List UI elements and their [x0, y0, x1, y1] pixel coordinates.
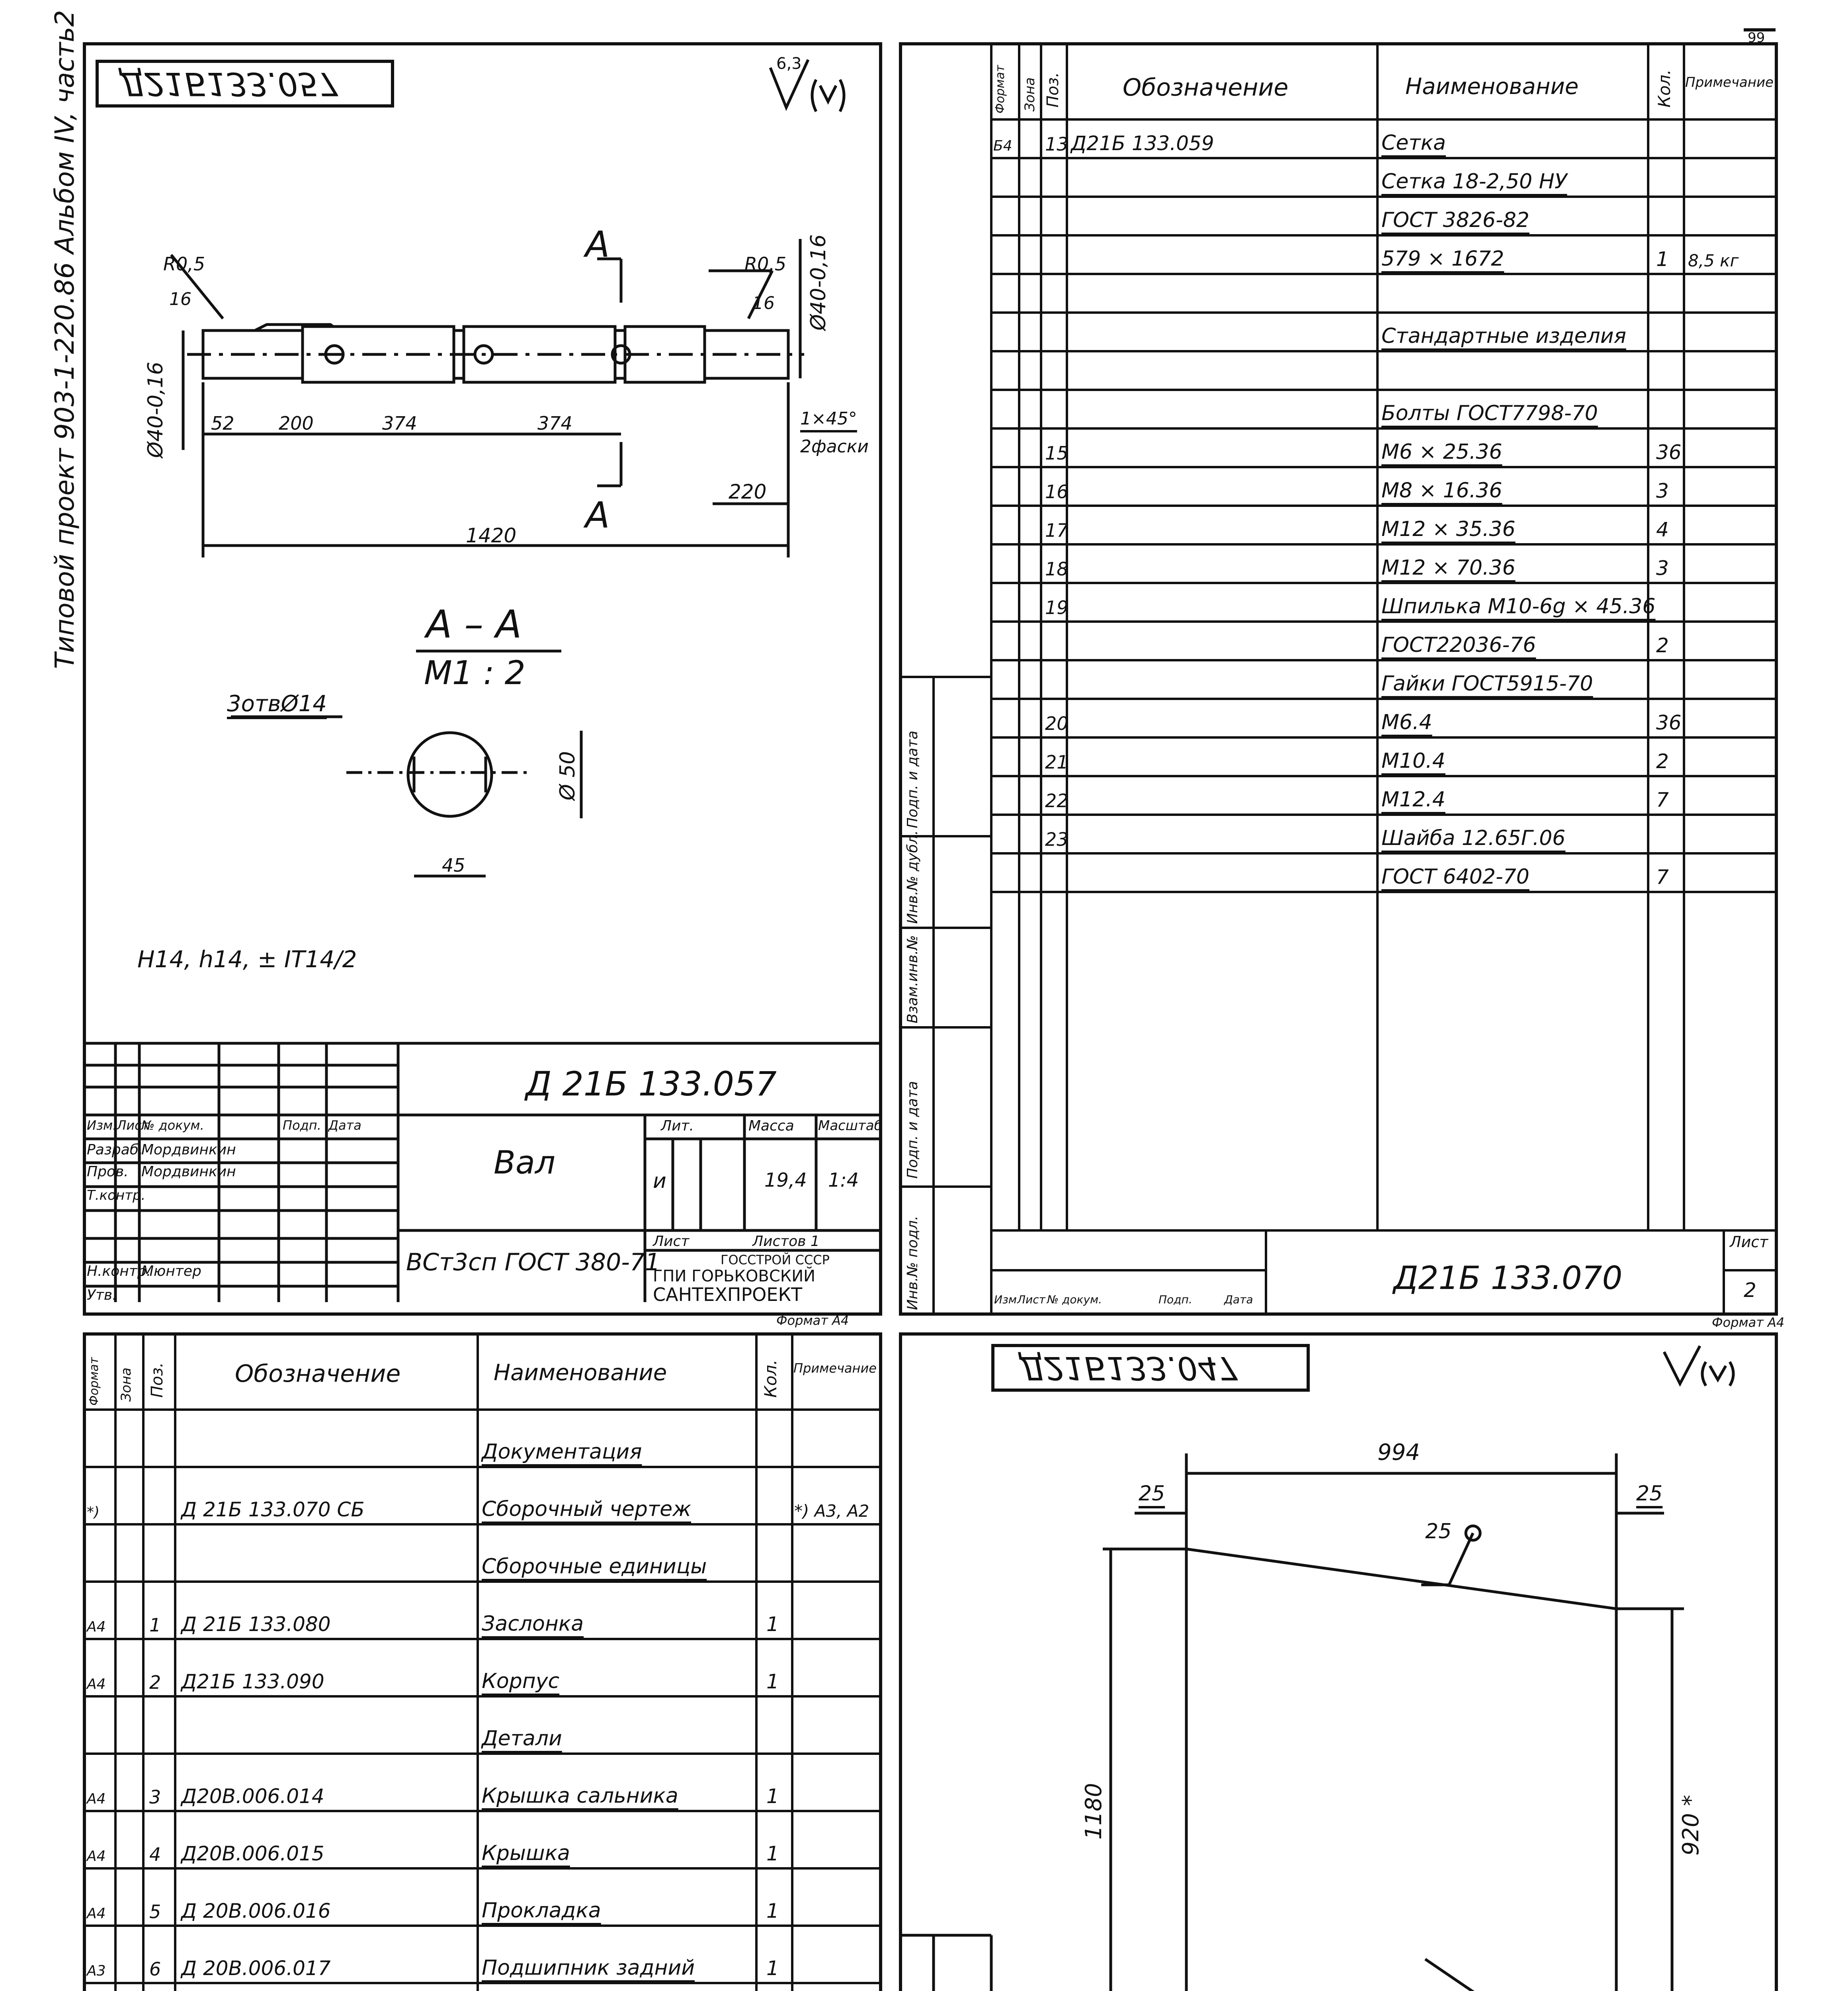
- spec-cell-des: Д 20В.006.016: [181, 1899, 331, 1923]
- org-line-3: САНТЕХПРОЕКТ: [653, 1284, 803, 1305]
- col-note: Примечание: [1685, 74, 1774, 90]
- spec-cell-name: Прокладка: [482, 1899, 601, 1923]
- stamp-mirror-text: Д21Б133.047: [1019, 1349, 1238, 1387]
- dim-1420: 1420: [466, 524, 517, 547]
- spec-cell-pos: 20: [1045, 713, 1069, 734]
- spec2-title-code: Д21Б 133.070: [1393, 1260, 1623, 1297]
- org-line-2: ГПИ ГОРЬКОВСКИЙ: [653, 1267, 816, 1285]
- sig-role: Т.контр.: [87, 1187, 146, 1203]
- dim-25-left: 25: [1139, 1482, 1165, 1506]
- spec-cell-name: М6.4: [1381, 710, 1432, 734]
- scale-value: 1:4: [828, 1169, 859, 1191]
- spec-cell-name: ГОСТ22036-76: [1381, 633, 1536, 657]
- title-code: Д 21Б 133.057: [525, 1064, 777, 1103]
- footer-cell: Изм: [994, 1293, 1017, 1306]
- spec-cell-pos: 4: [149, 1844, 161, 1865]
- spec-cell-pos: 5: [149, 1901, 161, 1923]
- spec-cell-pos: 6: [149, 1958, 161, 1980]
- side-label: Инв.№ подл.: [904, 1216, 921, 1310]
- spec-cell-name: Сборочные единицы: [482, 1555, 707, 1578]
- spec-cell-name: М10.4: [1381, 749, 1446, 773]
- sig-role: Разраб.: [87, 1142, 143, 1158]
- col-zone: Зона: [1022, 77, 1038, 111]
- spec-cell-name: Болты ГОСТ7798-70: [1381, 401, 1598, 425]
- col-pos: Поз.: [1044, 72, 1062, 108]
- spec-cell-pos: 15: [1045, 442, 1069, 464]
- section-a-top: А: [585, 224, 610, 266]
- spec-cell-name: Корпус: [482, 1669, 560, 1693]
- spec-cell-f: А4: [87, 1791, 106, 1807]
- spec2-sheet-no: 2: [1744, 1279, 1756, 1302]
- spec-cell-qty: 1: [766, 1842, 779, 1865]
- format-label: Формат А4: [776, 1313, 849, 1328]
- sig-row-head-sign: Подп.: [283, 1118, 321, 1133]
- section-a-bottom: А: [585, 495, 610, 536]
- spec-cell-name: М12 × 35.36: [1381, 517, 1516, 541]
- col-name: Наименование: [494, 1360, 667, 1386]
- dim-920: 920 *: [1678, 1795, 1704, 1856]
- spec-cell-name: М12.4: [1381, 788, 1446, 812]
- radius-left: R0,5: [163, 253, 205, 275]
- spec-cell-f: А4: [87, 1848, 106, 1864]
- spec-cell-qty: 2: [1656, 634, 1669, 657]
- section-title: А – А: [426, 602, 522, 647]
- spec2-format: Формат А4: [1712, 1315, 1785, 1330]
- dia-left: Ø40-0,16: [144, 362, 168, 458]
- sig-role: Н.контр.: [87, 1263, 151, 1279]
- spec-cell-des: Д20В.006.014: [181, 1785, 324, 1808]
- spec-cell-note: *) А3, А2: [794, 1501, 869, 1521]
- spec-cell-f: Б4: [993, 138, 1012, 154]
- spec-cell-qty: 1: [766, 1957, 779, 1980]
- spec-cell-name: Шпилька М10-6g × 45.36: [1381, 595, 1656, 618]
- footer-cell: Лист: [1017, 1293, 1045, 1306]
- spec-cell-pos: 16: [1045, 481, 1069, 503]
- spec-cell-name: ГОСТ 3826-82: [1381, 208, 1530, 232]
- material: ВСт3сп ГОСТ 380-71: [406, 1248, 660, 1276]
- lit-header: Лит.: [661, 1118, 694, 1134]
- dim-1180: 1180: [1081, 1783, 1107, 1840]
- section-scale: М1 : 2: [424, 654, 525, 692]
- spec-cell-name: Гайки ГОСТ5915-70: [1381, 672, 1593, 696]
- spec-cell-pos: 19: [1045, 597, 1069, 618]
- spec-cell-name: М8 × 16.36: [1381, 479, 1502, 503]
- lit-value: и: [653, 1169, 666, 1193]
- spec-cell-des: Д 21Б 133.070 СБ: [181, 1498, 365, 1521]
- spec-cell-pos: 17: [1045, 520, 1069, 541]
- spec-cell-f: *): [87, 1504, 100, 1520]
- spec-cell-name: Сетка 18-2,50 НУ: [1381, 170, 1567, 194]
- spec-cell-qty: 3: [1656, 479, 1669, 503]
- spec-cell-name: ГОСТ 6402-70: [1381, 865, 1530, 889]
- spec-cell-name: Стандартные изделия: [1381, 324, 1626, 348]
- spec-cell-name: М12 × 70.36: [1381, 556, 1516, 580]
- col-designation: Обозначение: [235, 1360, 401, 1388]
- col-pos: Поз.: [148, 1362, 166, 1398]
- spec-cell-name: Сборочный чертеж: [482, 1497, 691, 1521]
- footer-cell: Дата: [1224, 1293, 1253, 1306]
- spec-cell-qty: 7: [1656, 788, 1669, 812]
- sheets-header: Листов 1: [752, 1233, 820, 1250]
- spec-cell-des: Д21Б 133.059: [1071, 132, 1214, 155]
- tolerance-note: H14, h14, ± IT14/2: [137, 946, 357, 973]
- dim-200: 200: [279, 413, 314, 434]
- spec-cell-des: Д20В.006.015: [181, 1842, 324, 1865]
- sig-name: Мордвинкин: [141, 1164, 236, 1180]
- dim-45: 45: [442, 855, 465, 876]
- sig-row-head-date: Дата: [328, 1118, 361, 1133]
- spec-cell-pos: 3: [149, 1786, 161, 1808]
- spec-cell-f: А4: [87, 1676, 106, 1692]
- sig-role: Пров.: [87, 1164, 129, 1180]
- col-format: Формат: [87, 1357, 101, 1406]
- spec-cell-qty: 4: [1656, 518, 1669, 541]
- radius-right: R0,5: [744, 253, 787, 275]
- spec-cell-name: Сетка: [1381, 131, 1446, 155]
- spec-cell-name: Крышка: [482, 1841, 570, 1865]
- col-name: Наименование: [1405, 74, 1579, 100]
- spec-cell-pos: 2: [149, 1672, 161, 1693]
- spec-cell-qty: 2: [1656, 750, 1669, 773]
- sheet-header: Лист: [653, 1233, 690, 1250]
- side-label: Взам.инв.№: [904, 935, 921, 1023]
- weld-size: 25: [1425, 1520, 1452, 1543]
- dim-52: 52: [211, 413, 234, 434]
- spec-cell-name: Заслонка: [482, 1612, 584, 1636]
- spec-cell-qty: 1: [766, 1613, 779, 1636]
- spec-cell-qty: 1: [766, 1670, 779, 1693]
- dim-16-right: 16: [752, 293, 775, 313]
- sig-name: Мордвинкин: [141, 1142, 236, 1158]
- part-name: Вал: [494, 1144, 556, 1181]
- spec-cell-name: Детали: [482, 1727, 562, 1750]
- spec-cell-pos: 13: [1045, 133, 1069, 155]
- sig-role: Утв.: [87, 1287, 117, 1303]
- spec-cell-pos: 23: [1045, 829, 1069, 850]
- spec-cell-name: Подшипник задний: [482, 1956, 695, 1980]
- scale-header: Масштаб: [818, 1118, 883, 1134]
- spec-cell-des: Д21Б 133.090: [181, 1670, 324, 1693]
- side-label: Подп. и дата: [904, 1081, 921, 1179]
- spec-cell-name: Шайба 12.65Г.06: [1381, 826, 1566, 850]
- chamfer-size: 1×45°: [800, 409, 857, 429]
- sig-row-head: Изм.Лист: [87, 1118, 149, 1133]
- side-caption: Типовой проект 903-1-220.86 Альбом IV, часть2: [49, 10, 80, 669]
- sig-name: Мюнтер: [141, 1263, 201, 1279]
- spec-cell-qty: 1: [766, 1899, 779, 1923]
- spec-cell-pos: 1: [149, 1614, 161, 1636]
- stamp-mirror-text: Д21Б133.057: [119, 65, 338, 102]
- spec-cell-name: М6 × 25.36: [1381, 440, 1502, 464]
- spec-cell-qty: 3: [1656, 557, 1669, 580]
- spec-cell-name: Крышка сальника: [482, 1784, 678, 1808]
- col-note: Примечание: [793, 1361, 877, 1376]
- dim-25-right: 25: [1636, 1482, 1663, 1506]
- col-designation: Обозначение: [1123, 74, 1289, 102]
- col-format: Формат: [993, 65, 1007, 113]
- col-qty: Кол.: [761, 1359, 780, 1398]
- org-line-1: ГОССТРОЙ СССР: [721, 1252, 830, 1267]
- spec-cell-name: Документация: [482, 1440, 642, 1464]
- dia-50: Ø 50: [556, 751, 580, 800]
- dim-220: 220: [729, 480, 767, 503]
- holes-note: 3отвØ14: [227, 691, 327, 717]
- dim-374-b: 374: [537, 413, 572, 434]
- col-qty: Кол.: [1655, 69, 1674, 108]
- footer-cell: Подп.: [1158, 1293, 1192, 1306]
- spec-cell-des: Д 20В.006.017: [181, 1957, 331, 1980]
- side-label: Подп. и дата: [904, 730, 921, 828]
- spec-cell-des: Д 21Б 133.080: [181, 1613, 331, 1636]
- sig-row-head-doc: № докум.: [141, 1118, 204, 1133]
- page-number: 99: [1748, 30, 1765, 46]
- spec-cell-f: А3: [87, 1963, 106, 1979]
- side-label: Инв.№ дубл.: [904, 830, 921, 924]
- spec-cell-f: А4: [87, 1905, 106, 1922]
- spec-cell-name: 579 × 1672: [1381, 247, 1504, 271]
- spec-cell-note: 8,5 кг: [1688, 251, 1739, 270]
- col-zone: Зона: [118, 1367, 134, 1402]
- dia-right: Ø40-0,16: [807, 234, 830, 331]
- spec-cell-qty: 7: [1656, 866, 1669, 889]
- spec-cell-pos: 22: [1045, 790, 1069, 812]
- mass-value: 19,4: [764, 1169, 807, 1191]
- spec-cell-pos: 21: [1045, 751, 1069, 773]
- spec-cell-qty: 1: [1656, 248, 1669, 271]
- chamfer-note: 2фаски: [800, 436, 869, 457]
- footer-cell: № докум.: [1047, 1293, 1102, 1306]
- spec-cell-qty: 36: [1656, 441, 1682, 464]
- roughness-value: 6,3: [776, 55, 802, 73]
- spec-cell-qty: 36: [1656, 711, 1682, 734]
- spec-cell-pos: 18: [1045, 558, 1069, 580]
- dim-374-a: 374: [382, 413, 417, 434]
- spec-cell-qty: 1: [766, 1785, 779, 1808]
- spec-cell-f: А4: [87, 1619, 106, 1635]
- dim-16-left: 16: [169, 289, 191, 309]
- spec2-sheet-label: Лист: [1730, 1233, 1768, 1251]
- mass-header: Масса: [748, 1118, 794, 1134]
- dim-994: 994: [1377, 1439, 1420, 1465]
